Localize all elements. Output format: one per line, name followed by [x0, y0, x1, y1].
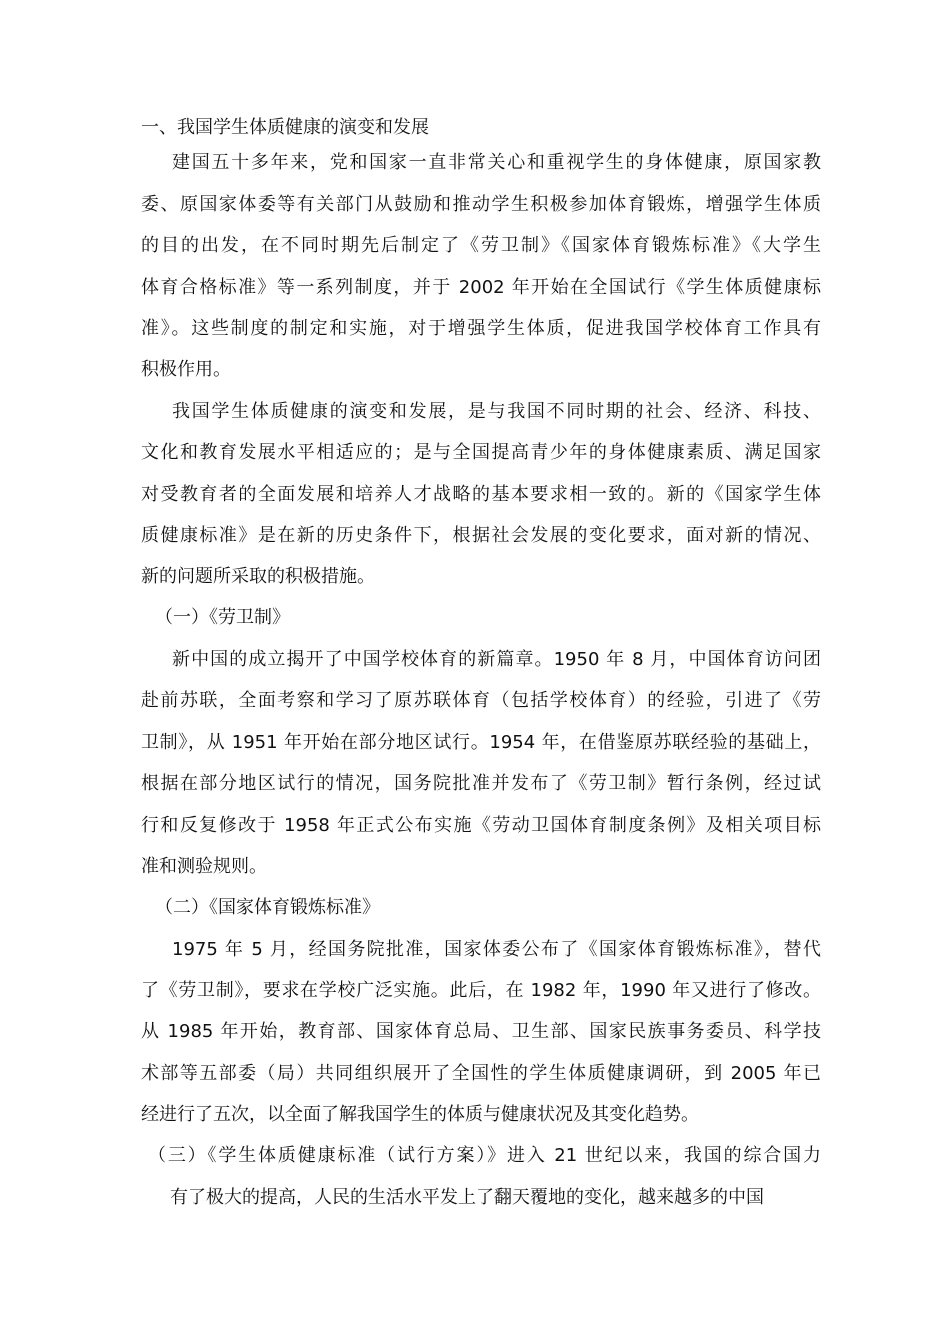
paragraph-line: 质健康标准》是在新的历史条件下，根据社会发展的变化要求，面对新的情况、 — [141, 525, 821, 546]
subsection-heading: （三）《学生体质健康标准（试行方案）》进入 21 世纪以来，我国的综合国力 — [148, 1145, 821, 1166]
paragraph-line: 的目的出发，在不同时期先后制定了《劳卫制》《国家体育锻炼标准》《大学生 — [141, 235, 821, 256]
paragraph-line: 对受教育者的全面发展和培养人才战略的基本要求相一致的。新的《国家学生体 — [141, 484, 821, 505]
paragraph-line: 了《劳卫制》，要求在学校广泛实施。此后，在 1982 年，1990 年又进行了修改。 — [141, 980, 821, 1001]
paragraph-line: 积极作用。 — [141, 359, 231, 380]
paragraph-line: 准》。这些制度的制定和实施，对于增强学生体质，促进我国学校体育工作具有 — [141, 318, 821, 339]
paragraph-line: 赴前苏联，全面考察和学习了原苏联体育（包括学校体育）的经验，引进了《劳 — [141, 690, 821, 711]
paragraph-line: 有了极大的提高，人民的生活水平发上了翻天覆地的变化，越来越多的中国 — [170, 1187, 764, 1208]
paragraph-line: 根据在部分地区试行的情况，国务院批准并发布了《劳卫制》暂行条例，经过试 — [141, 773, 821, 794]
paragraph-line: 术部等五部委（局）共同组织展开了全国性的学生体质健康调研，到 2005 年已 — [141, 1063, 821, 1084]
subsection-heading: （一）《劳卫制》 — [155, 607, 290, 628]
subsection-heading: （二）《国家体育锻炼标准》 — [155, 897, 380, 918]
paragraph-line: 新中国的成立揭开了中国学校体育的新篇章。1950 年 8 月，中国体育访问团 — [172, 649, 821, 670]
paragraph-line: 行和反复修改于 1958 年正式公布实施《劳动卫国体育制度条例》及相关项目标 — [141, 815, 821, 836]
paragraph-line: 卫制》，从 1951 年开始在部分地区试行。1954 年，在借鉴原苏联经验的基础上， — [141, 732, 821, 753]
paragraph-line: 我国学生体质健康的演变和发展，是与我国不同时期的社会、经济、科技、 — [172, 401, 821, 422]
section-heading: 一、我国学生体质健康的演变和发展 — [141, 117, 429, 138]
paragraph-line: 新的问题所采取的积极措施。 — [141, 566, 375, 587]
paragraph-line: 准和测验规则。 — [141, 856, 267, 877]
paragraph-line: 体育合格标准》等一系列制度，并于 2002 年开始在全国试行《学生体质健康标 — [141, 277, 821, 298]
paragraph-line: 经进行了五次，以全面了解我国学生的体质与健康状况及其变化趋势。 — [141, 1104, 699, 1125]
paragraph-line: 文化和教育发展水平相适应的；是与全国提高青少年的身体健康素质、满足国家 — [141, 442, 821, 463]
paragraph-line: 1975 年 5 月，经国务院批准，国家体委公布了《国家体育锻炼标准》，替代 — [172, 939, 821, 960]
paragraph-line: 建国五十多年来，党和国家一直非常关心和重视学生的身体健康，原国家教 — [172, 152, 821, 173]
paragraph-line: 从 1985 年开始，教育部、国家体育总局、卫生部、国家民族事务委员、科学技 — [141, 1021, 821, 1042]
paragraph-line: 委、原国家体委等有关部门从鼓励和推动学生积极参加体育锻炼，增强学生体质 — [141, 194, 821, 215]
